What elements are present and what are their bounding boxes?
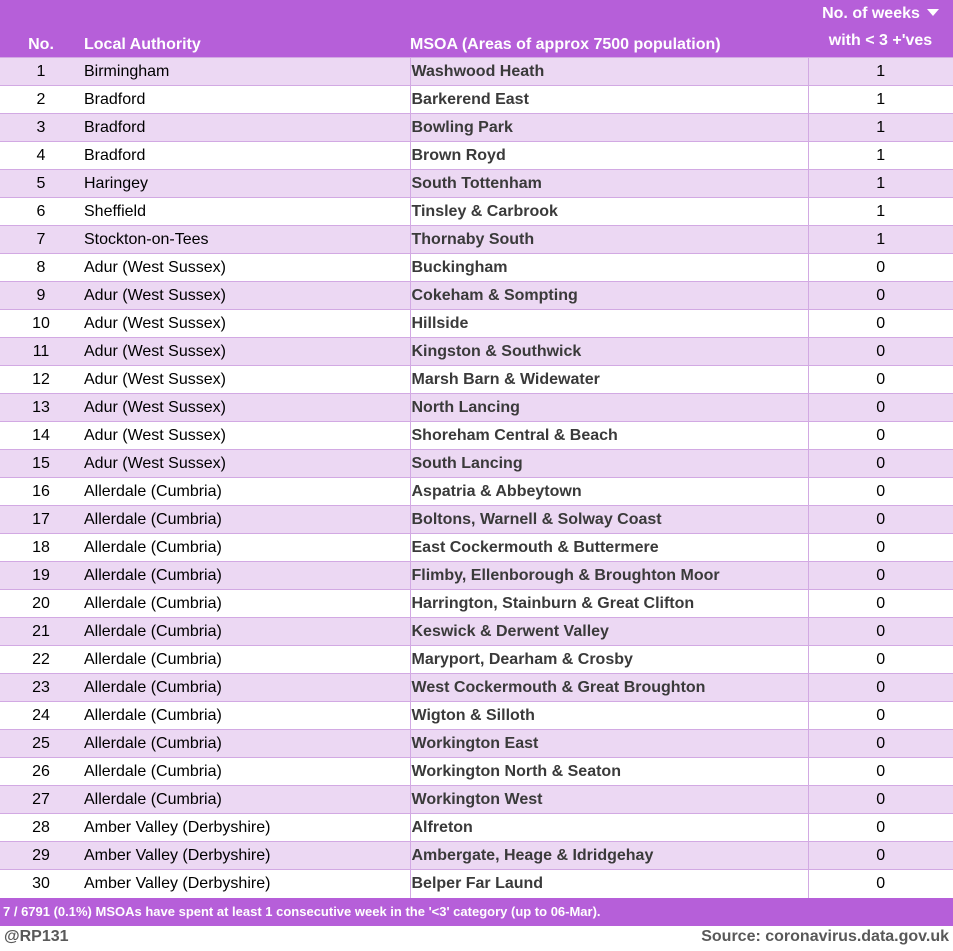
cell-msoa[interactable]: East Cockermouth & Buttermere xyxy=(410,534,808,562)
cell-msoa[interactable]: Tinsley & Carbrook xyxy=(410,198,808,226)
cell-no[interactable]: 7 xyxy=(0,226,82,254)
header-weeks[interactable] xyxy=(808,0,953,58)
table-row[interactable] xyxy=(0,618,953,646)
cell-no[interactable]: 6 xyxy=(0,198,82,226)
cell-msoa[interactable]: Flimby, Ellenborough & Broughton Moor xyxy=(410,562,808,590)
cell-msoa[interactable]: Kingston & Southwick xyxy=(410,338,808,366)
cell-msoa[interactable]: Workington North & Seaton xyxy=(410,758,808,786)
table-row[interactable] xyxy=(0,842,953,870)
table-row[interactable] xyxy=(0,422,953,450)
cell-weeks[interactable]: 0 xyxy=(808,646,953,674)
cell-msoa[interactable]: Workington West xyxy=(410,786,808,814)
cell-msoa[interactable]: Workington East xyxy=(410,730,808,758)
cell-weeks[interactable]: 0 xyxy=(808,394,953,422)
table-row[interactable] xyxy=(0,758,953,786)
table-row[interactable] xyxy=(0,86,953,114)
cell-weeks[interactable]: 0 xyxy=(808,702,953,730)
header-weeks-line1: No. of weeks xyxy=(808,0,953,27)
cell-weeks[interactable]: 0 xyxy=(808,422,953,450)
table-row[interactable] xyxy=(0,58,953,86)
cell-weeks[interactable]: 0 xyxy=(808,758,953,786)
cell-weeks[interactable]: 1 xyxy=(808,226,953,254)
sort-descending-icon[interactable] xyxy=(927,9,939,16)
cell-no[interactable]: 2 xyxy=(0,86,82,114)
cell-msoa[interactable]: South Lancing xyxy=(410,450,808,478)
header-row xyxy=(0,0,953,58)
cell-weeks[interactable]: 0 xyxy=(808,786,953,814)
cell-weeks[interactable]: 1 xyxy=(808,142,953,170)
cell-no[interactable]: 16 xyxy=(0,478,82,506)
table-row[interactable] xyxy=(0,282,953,310)
cell-weeks[interactable]: 0 xyxy=(808,674,953,702)
cell-local-authority[interactable]: Allerdale (Cumbria) xyxy=(82,478,410,506)
cell-weeks[interactable]: 0 xyxy=(808,534,953,562)
table-row[interactable] xyxy=(0,254,953,282)
cell-msoa[interactable]: Hillside xyxy=(410,310,808,338)
table-body xyxy=(0,58,953,898)
cell-msoa[interactable]: Boltons, Warnell & Solway Coast xyxy=(410,506,808,534)
cell-weeks[interactable]: 0 xyxy=(808,562,953,590)
cell-local-authority[interactable]: Adur (West Sussex) xyxy=(82,394,410,422)
table-row[interactable] xyxy=(0,562,953,590)
table-row[interactable] xyxy=(0,170,953,198)
cell-msoa[interactable]: Belper Far Laund xyxy=(410,870,808,898)
cell-no[interactable]: 17 xyxy=(0,506,82,534)
cell-msoa[interactable]: Cokeham & Sompting xyxy=(410,282,808,310)
cell-no[interactable]: 23 xyxy=(0,674,82,702)
table-row[interactable] xyxy=(0,114,953,142)
header-msoa[interactable]: MSOA (Areas of approx 7500 population) xyxy=(410,36,721,53)
cell-no[interactable]: 8 xyxy=(0,254,82,282)
table-header xyxy=(0,0,953,58)
cell-no[interactable]: 15 xyxy=(0,450,82,478)
cell-local-authority[interactable]: Amber Valley (Derbyshire) xyxy=(82,870,410,898)
cell-weeks[interactable]: 0 xyxy=(808,478,953,506)
cell-no[interactable]: 21 xyxy=(0,618,82,646)
cell-no[interactable]: 4 xyxy=(0,142,82,170)
table-row[interactable] xyxy=(0,142,953,170)
cell-weeks[interactable]: 0 xyxy=(808,450,953,478)
cell-local-authority[interactable]: Adur (West Sussex) xyxy=(82,422,410,450)
cell-no[interactable]: 22 xyxy=(0,646,82,674)
cell-msoa[interactable]: West Cockermouth & Great Broughton xyxy=(410,674,808,702)
cell-weeks[interactable]: 0 xyxy=(808,590,953,618)
cell-no[interactable]: 13 xyxy=(0,394,82,422)
cell-local-authority[interactable]: Stockton-on-Tees xyxy=(82,226,410,254)
cell-weeks[interactable]: 1 xyxy=(808,198,953,226)
cell-no[interactable]: 25 xyxy=(0,730,82,758)
cell-local-authority[interactable]: Allerdale (Cumbria) xyxy=(82,730,410,758)
table-row[interactable] xyxy=(0,338,953,366)
cell-local-authority[interactable]: Allerdale (Cumbria) xyxy=(82,674,410,702)
cell-msoa[interactable]: Alfreton xyxy=(410,814,808,842)
cell-local-authority[interactable]: Adur (West Sussex) xyxy=(82,310,410,338)
cell-weeks[interactable]: 0 xyxy=(808,506,953,534)
table-row[interactable] xyxy=(0,226,953,254)
cell-local-authority[interactable]: Allerdale (Cumbria) xyxy=(82,506,410,534)
cell-local-authority[interactable]: Birmingham xyxy=(82,58,410,86)
table-row[interactable] xyxy=(0,646,953,674)
cell-no[interactable]: 12 xyxy=(0,366,82,394)
table-row[interactable] xyxy=(0,366,953,394)
cell-local-authority[interactable]: Allerdale (Cumbria) xyxy=(82,618,410,646)
cell-local-authority[interactable]: Haringey xyxy=(82,170,410,198)
table-row[interactable] xyxy=(0,478,953,506)
source-credit: Source: coronavirus.data.gov.uk xyxy=(701,927,949,945)
table-row[interactable] xyxy=(0,702,953,730)
cell-msoa[interactable]: Shoreham Central & Beach xyxy=(410,422,808,450)
cell-weeks[interactable]: 1 xyxy=(808,58,953,86)
table-row[interactable] xyxy=(0,786,953,814)
author-handle: @RP131 xyxy=(4,927,69,945)
cell-local-authority[interactable]: Bradford xyxy=(82,86,410,114)
cell-local-authority[interactable]: Adur (West Sussex) xyxy=(82,282,410,310)
cell-no[interactable]: 11 xyxy=(0,338,82,366)
cell-no[interactable]: 26 xyxy=(0,758,82,786)
cell-msoa[interactable]: Bowling Park xyxy=(410,114,808,142)
cell-no[interactable]: 10 xyxy=(0,310,82,338)
cell-local-authority[interactable]: Adur (West Sussex) xyxy=(82,254,410,282)
footer-bar xyxy=(0,922,953,951)
cell-no[interactable]: 9 xyxy=(0,282,82,310)
cell-weeks[interactable]: 0 xyxy=(808,366,953,394)
cell-msoa[interactable]: Keswick & Derwent Valley xyxy=(410,618,808,646)
table-row[interactable] xyxy=(0,814,953,842)
table-row[interactable] xyxy=(0,506,953,534)
cell-weeks[interactable]: 0 xyxy=(808,282,953,310)
cell-msoa[interactable]: Buckingham xyxy=(410,254,808,282)
cell-msoa[interactable]: Ambergate, Heage & Idridgehay xyxy=(410,842,808,870)
cell-local-authority[interactable]: Adur (West Sussex) xyxy=(82,366,410,394)
cell-weeks[interactable]: 0 xyxy=(808,814,953,842)
cell-msoa[interactable]: Barkerend East xyxy=(410,86,808,114)
table-row[interactable] xyxy=(0,198,953,226)
cell-no[interactable]: 29 xyxy=(0,842,82,870)
cell-msoa[interactable]: Thornaby South xyxy=(410,226,808,254)
cell-msoa[interactable]: Washwood Heath xyxy=(410,58,808,86)
cell-weeks[interactable]: 0 xyxy=(808,338,953,366)
cell-msoa[interactable]: Maryport, Dearham & Crosby xyxy=(410,646,808,674)
cell-no[interactable]: 19 xyxy=(0,562,82,590)
cell-weeks[interactable]: 0 xyxy=(808,842,953,870)
table-row[interactable] xyxy=(0,730,953,758)
cell-weeks[interactable]: 1 xyxy=(808,114,953,142)
cell-msoa[interactable]: Wigton & Silloth xyxy=(410,702,808,730)
cell-msoa[interactable]: Marsh Barn & Widewater xyxy=(410,366,808,394)
table-row[interactable] xyxy=(0,394,953,422)
cell-msoa[interactable]: Aspatria & Abbeytown xyxy=(410,478,808,506)
cell-weeks[interactable]: 0 xyxy=(808,254,953,282)
cell-local-authority[interactable]: Allerdale (Cumbria) xyxy=(82,590,410,618)
cell-local-authority[interactable]: Adur (West Sussex) xyxy=(82,338,410,366)
cell-no[interactable]: 20 xyxy=(0,590,82,618)
table-row[interactable] xyxy=(0,590,953,618)
summary-text: 7 / 6791 (0.1%) MSOAs have spent at least 1 consecutive week in the '<3' category (up to 06-Mar). xyxy=(0,898,953,926)
header-no[interactable]: No. xyxy=(28,36,54,53)
cell-no[interactable]: 28 xyxy=(0,814,82,842)
cell-local-authority[interactable]: Allerdale (Cumbria) xyxy=(82,562,410,590)
cell-no[interactable]: 30 xyxy=(0,870,82,898)
cell-local-authority[interactable]: Allerdale (Cumbria) xyxy=(82,702,410,730)
cell-local-authority[interactable]: Bradford xyxy=(82,142,410,170)
cell-msoa[interactable]: South Tottenham xyxy=(410,170,808,198)
header-local-authority[interactable]: Local Authority xyxy=(84,36,201,53)
table-row[interactable] xyxy=(0,870,953,898)
cell-no[interactable]: 18 xyxy=(0,534,82,562)
cell-msoa[interactable]: Harrington, Stainburn & Great Clifton xyxy=(410,590,808,618)
table-row[interactable] xyxy=(0,450,953,478)
cell-weeks[interactable]: 0 xyxy=(808,618,953,646)
table-row[interactable] xyxy=(0,534,953,562)
cell-msoa[interactable]: Brown Royd xyxy=(410,142,808,170)
cell-weeks[interactable]: 0 xyxy=(808,730,953,758)
cell-weeks[interactable]: 1 xyxy=(808,86,953,114)
cell-local-authority[interactable]: Allerdale (Cumbria) xyxy=(82,534,410,562)
cell-weeks[interactable]: 1 xyxy=(808,170,953,198)
cell-no[interactable]: 14 xyxy=(0,422,82,450)
cell-msoa[interactable]: North Lancing xyxy=(410,394,808,422)
cell-local-authority[interactable]: Sheffield xyxy=(82,198,410,226)
cell-local-authority[interactable]: Amber Valley (Derbyshire) xyxy=(82,814,410,842)
cell-no[interactable]: 5 xyxy=(0,170,82,198)
cell-local-authority[interactable]: Allerdale (Cumbria) xyxy=(82,646,410,674)
cell-local-authority[interactable]: Bradford xyxy=(82,114,410,142)
header-weeks-line2: with < 3 +'ves xyxy=(828,32,933,49)
cell-local-authority[interactable]: Amber Valley (Derbyshire) xyxy=(82,842,410,870)
cell-no[interactable]: 1 xyxy=(0,58,82,86)
table-row[interactable] xyxy=(0,310,953,338)
cell-no[interactable]: 27 xyxy=(0,786,82,814)
cell-weeks[interactable]: 0 xyxy=(808,310,953,338)
cell-local-authority[interactable]: Allerdale (Cumbria) xyxy=(82,758,410,786)
cell-local-authority[interactable]: Allerdale (Cumbria) xyxy=(82,786,410,814)
cell-local-authority[interactable]: Adur (West Sussex) xyxy=(82,450,410,478)
cell-no[interactable]: 24 xyxy=(0,702,82,730)
cell-weeks[interactable]: 0 xyxy=(808,870,953,898)
table-row[interactable] xyxy=(0,674,953,702)
cell-no[interactable]: 3 xyxy=(0,114,82,142)
